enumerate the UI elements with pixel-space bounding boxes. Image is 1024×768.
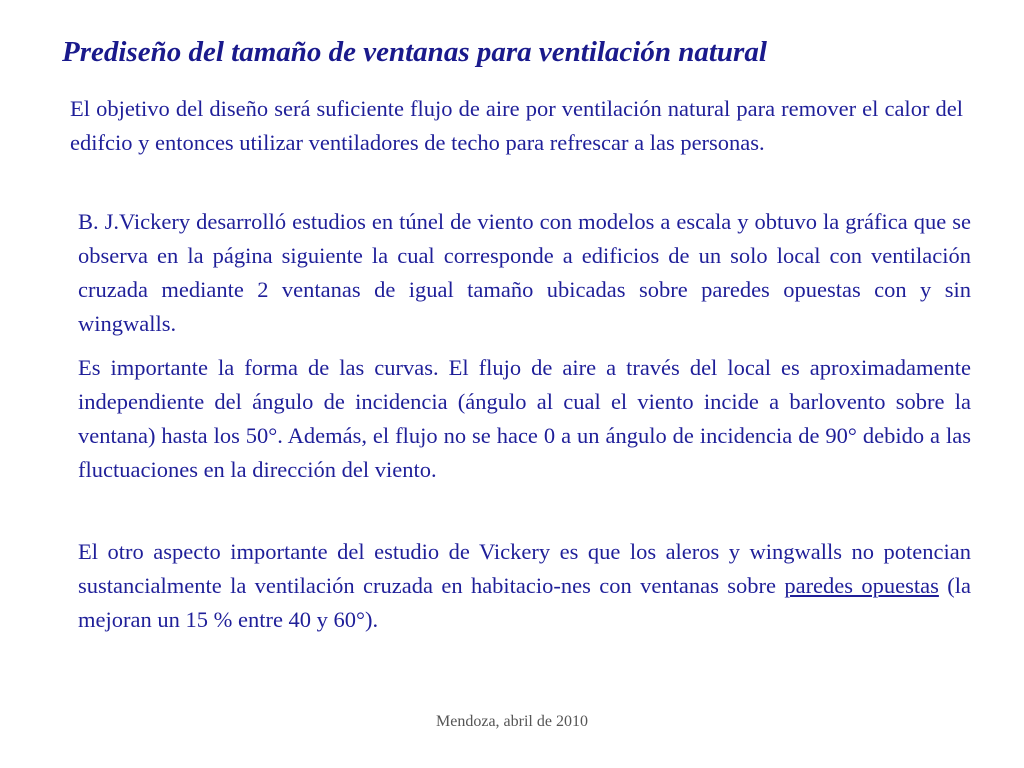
paragraph-vickery-study: B. J.Vickery desarrolló estudios en túnel de viento con modelos a escala y obtuvo la gráfica que se observa en la página siguiente la cual corresponde a edificios de un solo local con ventilación cruzada mediante 2 ventanas de igual tamaño ubicadas sobre paredes opuestas con y sin wingwalls. (78, 209, 971, 336)
underlined-phrase: paredes opuestas (784, 573, 939, 598)
paragraph-curve-shape: Es importante la forma de las curvas. El flujo de aire a través del local es aproximadamente independiente del ángulo de incidencia (ángulo al cual el viento incide a barlovento sobre la ventana) hasta los 50°. Además, el flujo no se hace 0 a un ángulo de incidencia de 90° debido a las fluctuaciones en la dirección del viento. (78, 355, 971, 482)
paragraph-eaves-wingwalls (78, 535, 971, 637)
paragraph-objective: El objetivo del diseño será suficiente flujo de aire por ventilación natural para remover el calor del edifcio y entonces utilizar ventiladores de techo para refrescar a las personas. (70, 96, 963, 155)
slide-footer: Mendoza, abril de 2010 (436, 713, 588, 730)
paragraph-text-start: El otro aspecto importante del estudio de Vickery es que los aleros y wingwalls no potencian sustancialmente la ventilación cruzada en habitacio-nes con ventanas sobre (78, 539, 971, 598)
slide-title: Prediseño del tamaño de ventanas para ventilación natural (62, 36, 767, 68)
paragraph-text-end: (la mejoran un 15 % entre 40 y 60°). (78, 573, 972, 632)
